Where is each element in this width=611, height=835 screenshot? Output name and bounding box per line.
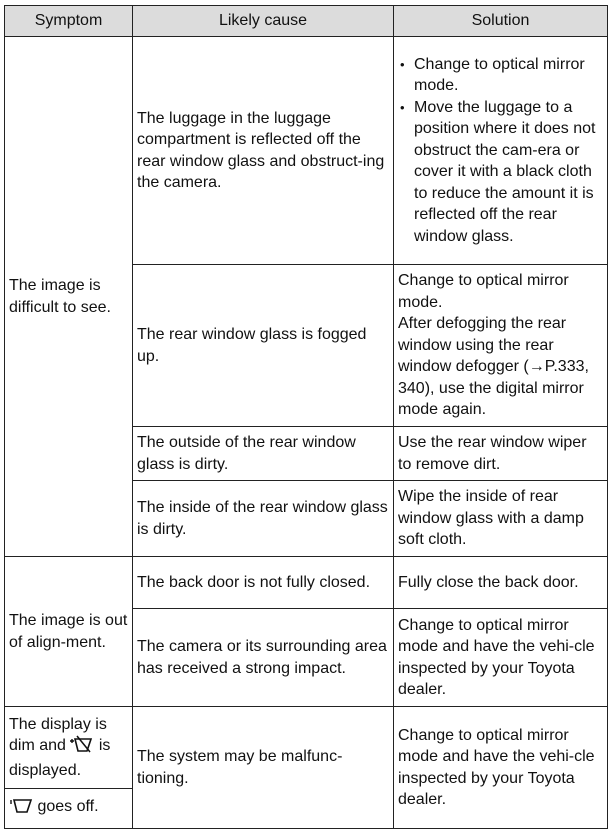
table-row: [5, 37, 608, 265]
solution-cell: Change to optical mirror mode and have the vehi-cle inspected by your Toyota dealer.: [394, 707, 608, 829]
solution-list: [398, 54, 603, 248]
mirror-camera-icon: [9, 796, 33, 821]
mirror-camera-crossed-icon: [70, 735, 94, 760]
symptom-cell: The image is out of align-ment.: [5, 557, 133, 707]
header-likely-cause: Likely cause: [133, 6, 394, 37]
symptom-dim-text: The display is dim and: [9, 715, 107, 755]
list-item: • Change to optical mirror mode.: [398, 54, 603, 97]
header-row: [5, 6, 608, 37]
header-symptom: Symptom: [5, 6, 133, 37]
cause-cell: The camera or its surrounding area has received a strong impact.: [133, 609, 394, 707]
solution-cell: [394, 265, 608, 427]
solution-line: Change to optical mirror mode.: [398, 272, 569, 311]
solution-cell: Fully close the back door.: [394, 557, 608, 609]
solution-cell: Wipe the inside of rear window glass with a damp soft cloth.: [394, 481, 608, 557]
cause-cell: The rear window glass is fogged up.: [133, 265, 394, 427]
header-solution: Solution: [394, 6, 608, 37]
symptom-cell: [5, 789, 133, 829]
cause-cell: The back door is not fully closed.: [133, 557, 394, 609]
table-row: [5, 707, 608, 789]
symptom-cell: [5, 707, 133, 789]
symptom-goes-off-text: goes off.: [37, 798, 99, 816]
solution-line: After defogging the rear window using the rear window defogger (→P.333, 340), use the digital mirror mode again.: [398, 315, 589, 419]
table-row: [5, 557, 608, 609]
solution-cell: Use the rear window wiper to remove dirt.: [394, 427, 608, 481]
cause-cell: The outside of the rear window glass is dirty.: [133, 427, 394, 481]
solution-cell: Change to optical mirror mode and have the vehi-cle inspected by your Toyota dealer.: [394, 609, 608, 707]
solution-cell: [394, 37, 608, 265]
symptom-dim-text-end: is displayed.: [9, 737, 111, 779]
list-item: • Move the luggage to a position where it does not obstruct the cam-era or cover it with a black cloth to reduce the amount it is reflected off the rear window glass.: [398, 97, 603, 248]
cause-cell: The luggage in the luggage compartment is reflected off the rear window glass and obstruct-ing the camera.: [133, 37, 394, 265]
troubleshooting-table: [4, 5, 608, 829]
cause-cell: The system may be malfunc-tioning.: [133, 707, 394, 829]
cause-cell: The inside of the rear window glass is dirty.: [133, 481, 394, 557]
symptom-cell: The image is difficult to see.: [5, 37, 133, 557]
